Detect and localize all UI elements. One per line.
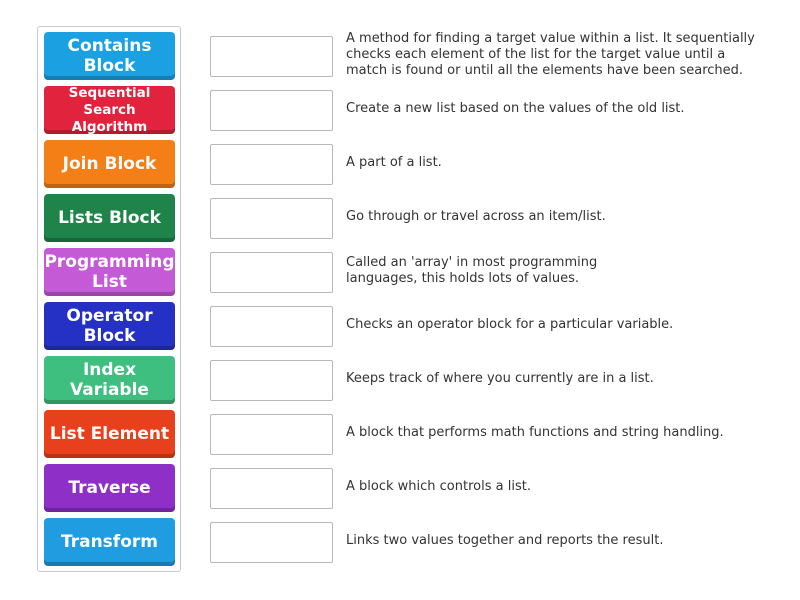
tile-list-element[interactable] — [44, 410, 175, 458]
tile-contains-block[interactable] — [44, 32, 175, 80]
drop-box-10[interactable] — [210, 522, 333, 563]
definition-1: A method for finding a target value within a list. It sequentially checks each element of the list for the target value until a match is found or until all the elements have been searched. — [346, 31, 755, 78]
drop-box-6[interactable] — [210, 306, 333, 347]
tile-label: Contains Block — [67, 36, 152, 76]
tile-programming-list[interactable] — [44, 248, 175, 296]
definition-3: A part of a list. — [346, 155, 442, 170]
tile-label: Transform — [61, 532, 158, 552]
tile-traverse[interactable] — [44, 464, 175, 512]
definition-10: Links two values together and reports the result. — [346, 533, 664, 548]
tile-index-variable[interactable] — [44, 356, 175, 404]
definition-6: Checks an operator block for a particular variable. — [346, 317, 674, 332]
tile-join-block[interactable] — [44, 140, 175, 188]
tile-label: Programming List — [44, 252, 175, 292]
definition-2: Create a new list based on the values of the old list. — [346, 101, 685, 116]
definition-7: Keeps track of where you currently are in a list. — [346, 371, 654, 386]
definition-9: A block which controls a list. — [346, 479, 531, 494]
tile-label: Index Variable — [70, 360, 149, 400]
tile-lists-block[interactable] — [44, 194, 175, 242]
tile-transform[interactable] — [44, 518, 175, 566]
tile-operator-block[interactable] — [44, 302, 175, 350]
tile-label: Join Block — [62, 154, 157, 174]
definition-8: A block that performs math functions and string handling. — [346, 425, 724, 440]
drop-box-5[interactable] — [210, 252, 333, 293]
tile-sequential-search-algorithm[interactable] — [44, 86, 175, 134]
tile-label: List Element — [49, 424, 170, 444]
drop-box-9[interactable] — [210, 468, 333, 509]
definition-5: Called an 'array' in most programming languages, this holds lots of values. — [346, 255, 598, 286]
drop-box-2[interactable] — [210, 90, 333, 131]
definition-4: Go through or travel across an item/list. — [346, 209, 606, 224]
tile-label: Sequential Search Algorithm — [68, 84, 151, 135]
tile-label: Operator Block — [66, 306, 153, 346]
tile-label: Lists Block — [58, 208, 161, 228]
tile-label: Traverse — [68, 478, 151, 498]
drop-box-7[interactable] — [210, 360, 333, 401]
drop-box-4[interactable] — [210, 198, 333, 239]
drop-box-3[interactable] — [210, 144, 333, 185]
drop-box-1[interactable] — [210, 36, 333, 77]
drop-box-8[interactable] — [210, 414, 333, 455]
